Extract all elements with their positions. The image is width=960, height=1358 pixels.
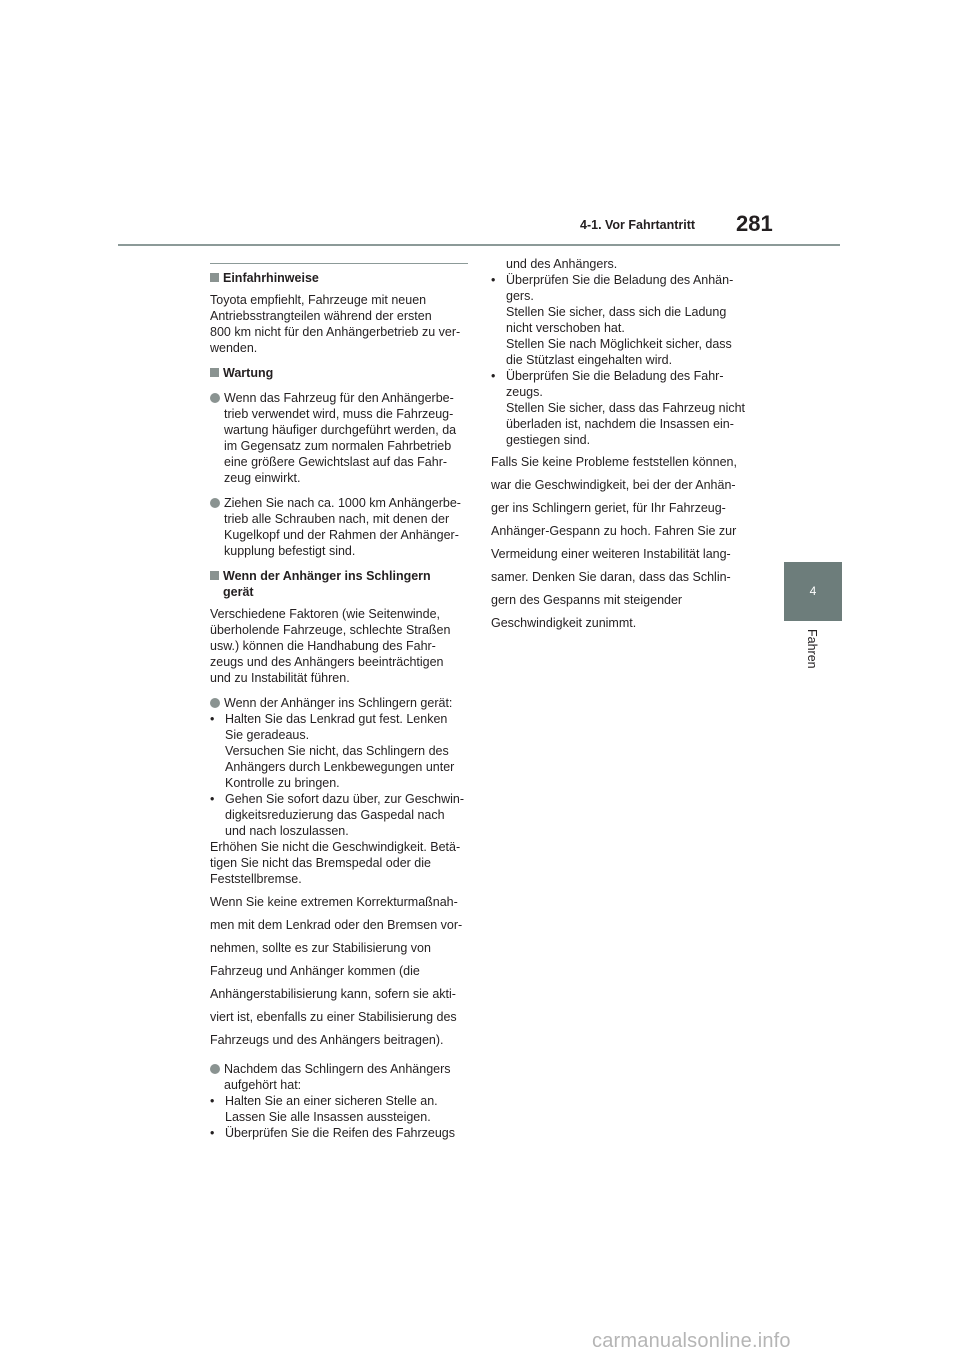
dash-item-gaspedal [210, 791, 468, 839]
text-line: Kontrolle zu bringen. [225, 776, 340, 790]
round-bullet-icon [210, 698, 220, 708]
heading-schlingern [210, 568, 468, 600]
text-line: und nach loszulassen. [225, 824, 349, 838]
header-section-title: 4-1. Vor Fahrtantritt [580, 218, 696, 232]
text-line: zeug einwirkt. [224, 471, 301, 485]
text-line: die Stützlast eingehalten wird. [506, 353, 673, 367]
right-column [491, 256, 753, 635]
bullet-wartung-1 [210, 390, 468, 486]
text-line: Vermeidung einer weiteren Instabilität lang- [491, 547, 731, 561]
dash-marker: • [491, 273, 496, 287]
text-line: 800 km nicht für den Anhängerbetrieb zu ver- [210, 325, 461, 339]
watermark: carmanualsonline.info [592, 1330, 791, 1352]
text-line: Halten Sie das Lenkrad gut fest. Lenken [225, 712, 448, 726]
text-line: und zu Instabilität führen. [210, 671, 350, 685]
text-line: Stellen Sie sicher, dass das Fahrzeug nicht [506, 401, 746, 415]
paragraph-korrektur [210, 891, 468, 1052]
text-line: Wenn das Fahrzeug für den Anhängerbe- [224, 391, 454, 405]
text-line: aufgehört hat: [224, 1078, 302, 1092]
text-line: Gehen Sie sofort dazu über, zur Geschwin- [225, 792, 465, 806]
dash-marker: • [210, 1126, 215, 1140]
bullet-nachdem [210, 1061, 468, 1093]
dash-marker: • [491, 369, 496, 383]
text-line: trieb alle Schrauben nach, mit denen der [224, 512, 450, 526]
text-line: Anhänger-Gespann zu hoch. Fahren Sie zur [491, 524, 737, 538]
paragraph-keine-probleme [491, 451, 753, 635]
column-rule [210, 263, 468, 264]
text-line: Versuchen Sie nicht, das Schlingern des [225, 744, 449, 758]
text-line: Stellen Sie nach Möglichkeit sicher, dass [506, 337, 732, 351]
dash-item-reifen [210, 1125, 468, 1141]
text-line: Nachdem das Schlingern des Anhängers [224, 1062, 451, 1076]
text-line: Antriebsstrangteilen während der ersten [210, 309, 432, 323]
text-line: im Gegensatz zum normalen Fahrbetrieb [224, 439, 452, 453]
text-line: gern des Gespanns mit steigender [491, 593, 683, 607]
bullet-wartung-2 [210, 495, 468, 559]
text-line: kupplung befestigt sind. [224, 544, 356, 558]
text-line: usw.) können die Handhabung des Fahr- [210, 639, 436, 653]
text-line: Wenn der Anhänger ins Schlingern gerät: [224, 696, 453, 710]
text-line: überholende Fahrzeuge, schlechte Straßen [210, 623, 451, 637]
text-line: trieb verwendet wird, muss die Fahrzeug- [224, 407, 454, 421]
heading-text: Wenn der Anhänger ins Schlingern [223, 569, 431, 583]
dash-item-anhalten [210, 1093, 468, 1125]
text-line: Halten Sie an einer sicheren Stelle an. [225, 1094, 438, 1108]
text-line: Sie geradeaus. [225, 728, 310, 742]
chapter-tab[interactable] [784, 562, 842, 621]
dash-marker: • [210, 792, 215, 806]
header-rule [118, 244, 840, 246]
continuation-line [491, 256, 753, 272]
round-bullet-icon [210, 393, 220, 403]
text-line: zeugs und des Anhängers beeinträchtigen [210, 655, 444, 669]
page-number: 281 [736, 211, 773, 236]
text-line: Fahrzeugs und des Anhängers beitragen). [210, 1033, 444, 1047]
text-line: tigen Sie nicht das Bremspedal oder die [210, 856, 431, 870]
text-line: gestiegen sind. [506, 433, 591, 447]
text-line: zeugs. [506, 385, 543, 399]
paragraph-einfahr [210, 292, 468, 356]
heading-text: Wartung [223, 366, 274, 380]
text-line: Anhängerstabilisierung kann, sofern sie akti- [210, 987, 456, 1001]
square-bullet-icon [210, 273, 219, 282]
text-line: Fahrzeug und Anhänger kommen (die [210, 964, 420, 978]
dash-marker: • [210, 1094, 215, 1108]
text-line: Erhöhen Sie nicht die Geschwindigkeit. Betä- [210, 840, 461, 854]
text-line: Überprüfen Sie die Beladung des Anhän- [506, 273, 734, 287]
text-line: wartung häufiger durchgeführt werden, da [224, 423, 457, 437]
dash-item-lenkrad [210, 711, 468, 791]
text-line: Verschiedene Faktoren (wie Seitenwinde, [210, 607, 440, 621]
text-line: gers. [506, 289, 534, 303]
text-line: men mit dem Lenkrad oder den Bremsen vor- [210, 918, 463, 932]
text-line: Ziehen Sie nach ca. 1000 km Anhängerbe- [224, 496, 461, 510]
chapter-label-box [784, 621, 842, 691]
text-line: Geschwindigkeit zunimmt. [491, 616, 637, 630]
round-bullet-icon [210, 498, 220, 508]
left-column [210, 256, 468, 1141]
round-bullet-icon [210, 1064, 220, 1074]
text-line: Überprüfen Sie die Beladung des Fahr- [506, 369, 724, 383]
text-line: digkeitsreduzierung das Gaspedal nach [225, 808, 445, 822]
heading-einfahrhinweise [210, 270, 468, 286]
dash-item-beladung-fahrzeug [491, 368, 753, 448]
text-line: eine größere Gewichtslast auf das Fahr- [224, 455, 448, 469]
text-line: Lassen Sie alle Insassen aussteigen. [225, 1110, 431, 1124]
text-line: überladen ist, nachdem die Insassen ein- [506, 417, 734, 431]
text-line: Überprüfen Sie die Reifen des Fahrzeugs [225, 1126, 455, 1140]
text-line: viert ist, ebenfalls zu einer Stabilisierung des [210, 1010, 457, 1024]
text-line: wenden. [210, 341, 258, 355]
text-line: nicht verschoben hat. [506, 321, 625, 335]
text-line: Kugelkopf und der Rahmen der Anhänger- [224, 528, 459, 542]
text-line: Toyota empfiehlt, Fahrzeuge mit neuen [210, 293, 427, 307]
text-line: war die Geschwindigkeit, bei der der Anhän- [491, 478, 736, 492]
chapter-label: Fahren [805, 629, 819, 669]
heading-text: Einfahrhinweise [223, 271, 319, 285]
text-line: ger ins Schlingern geriet, für Ihr Fahrzeug- [491, 501, 726, 515]
heading-wartung [210, 365, 468, 381]
dash-marker: • [210, 712, 215, 726]
bullet-schlingern-1 [210, 695, 468, 711]
chapter-number: 4 [809, 584, 817, 598]
text-line: Stellen Sie sicher, dass sich die Ladung [506, 305, 727, 319]
text-line: Anhängers durch Lenkbewegungen unter [225, 760, 455, 774]
text-line: und des Anhängers. [506, 257, 618, 271]
text-line: Falls Sie keine Probleme feststellen können, [491, 455, 737, 469]
text-line: Wenn Sie keine extremen Korrekturmaßnah- [210, 895, 458, 909]
text-line: Feststellbremse. [210, 872, 302, 886]
paragraph-geschwindigkeit [210, 839, 468, 887]
text-line: nehmen, sollte es zur Stabilisierung von [210, 941, 431, 955]
text-line: samer. Denken Sie daran, dass das Schlin- [491, 570, 731, 584]
dash-item-beladung-anhaenger [491, 272, 753, 368]
square-bullet-icon [210, 571, 219, 580]
paragraph-faktoren [210, 606, 468, 686]
heading-text: gerät [223, 585, 254, 599]
square-bullet-icon [210, 368, 219, 377]
